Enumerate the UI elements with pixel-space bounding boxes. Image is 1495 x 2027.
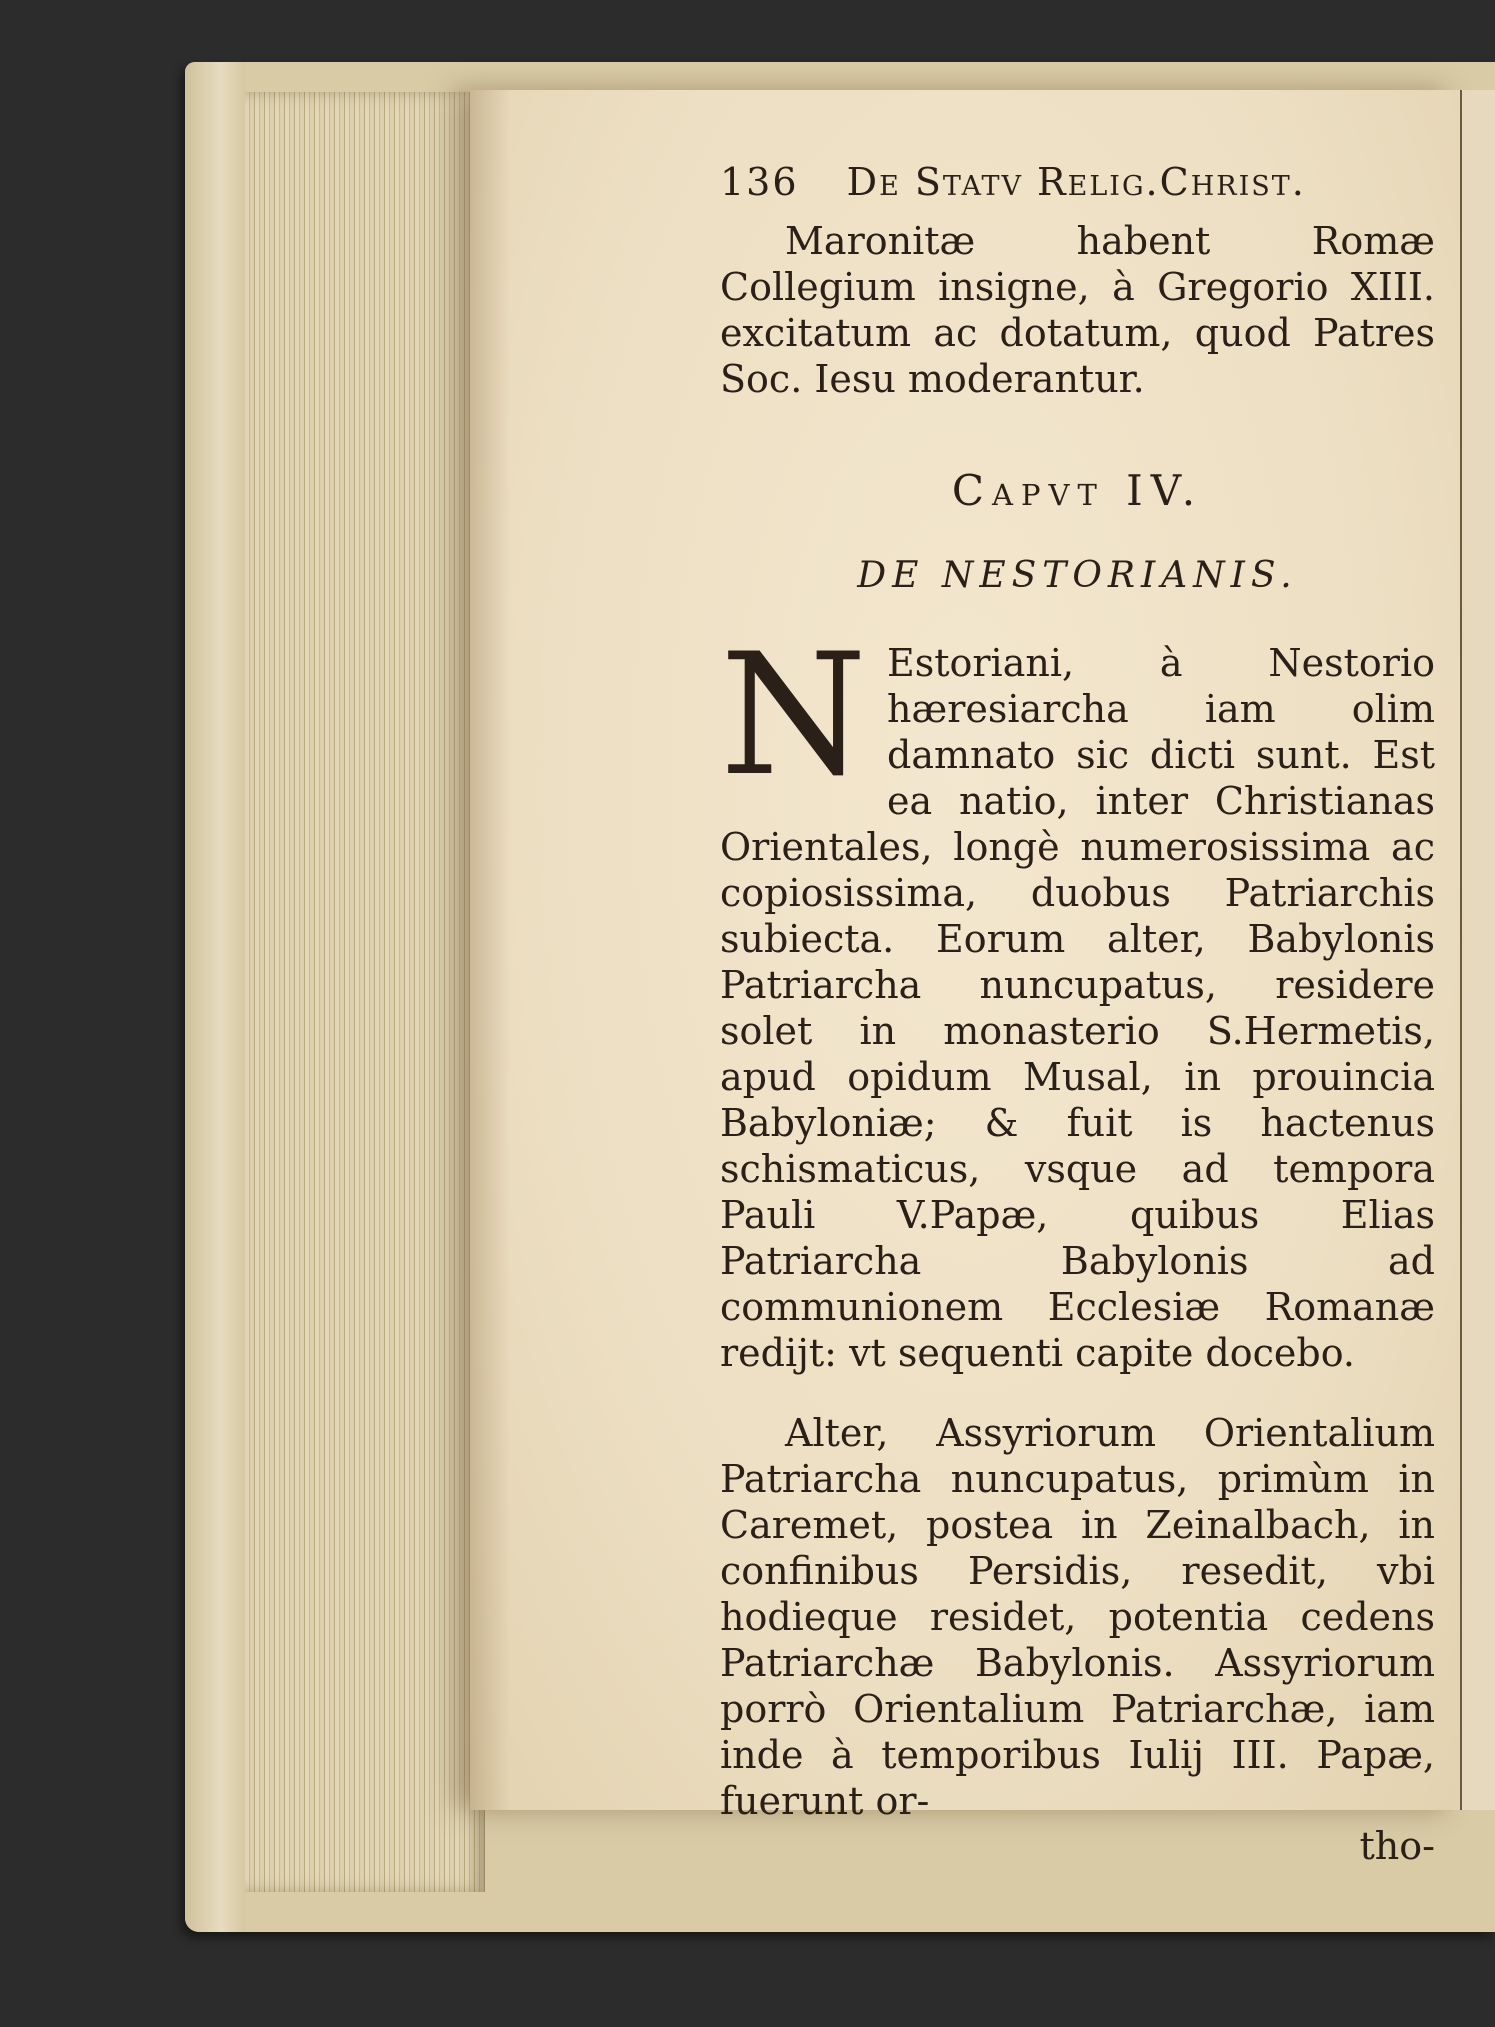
page-text bbox=[720, 160, 1435, 1868]
intro-paragraph: Maronitæ habent Romæ Collegium insigne, à Gregorio XIII. excitatum ac dotatum, quod Patres Soc. Iesu moderantur. bbox=[720, 219, 1435, 401]
chapter-heading: Capvt IV. bbox=[951, 466, 1204, 515]
running-header bbox=[720, 160, 1435, 204]
catchword: tho- bbox=[1359, 1824, 1435, 1868]
facing-page-edge bbox=[1460, 90, 1495, 1810]
chapter-subtitle: DE NESTORIANIS. bbox=[857, 555, 1298, 596]
running-head: De Statv Relig.Christ. bbox=[846, 160, 1306, 204]
paragraph-one-text: Estoriani, à Nestorio hæresiarcha iam olim damnato sic dicti sunt. Est ea natio, inter Christianas Orientales, longè numerosissima ac copiosissima, duobus Patriarchis subiecta. Eorum alter, Babylonis Patriarcha nuncupatus, residere solet in monasterio S.Hermetis, apud opidum Musal, in prouincia Babyloniæ; & fuit is hactenus schismaticus, vsque ad tempora Pauli V.Papæ, quibus Elias Patriarcha Babylonis ad communionem Ecclesiæ Romanæ redijt: vt sequenti capite docebo. bbox=[720, 641, 1435, 1375]
paragraph-two: Alter, Assyriorum Orientalium Patriarcha nuncupatus, primùm in Caremet, postea in Zeinalbach, in confinibus Persidis, resedit, vbi hodieque residet, potentia cedens Patriarchæ Babylonis. Assyriorum porrò Orientalium Patriarchæ, iam inde à temporibus Iulij III. Papæ, fuerunt or- bbox=[720, 1411, 1435, 1823]
drop-cap-initial: N bbox=[720, 617, 867, 813]
page-edges bbox=[245, 92, 485, 1892]
paragraph-one bbox=[720, 617, 1435, 1376]
book-page bbox=[470, 90, 1460, 1868]
page-number: 136 bbox=[720, 160, 799, 204]
vellum-cover-edge bbox=[185, 62, 245, 1932]
gutter-shadow bbox=[470, 90, 510, 1810]
